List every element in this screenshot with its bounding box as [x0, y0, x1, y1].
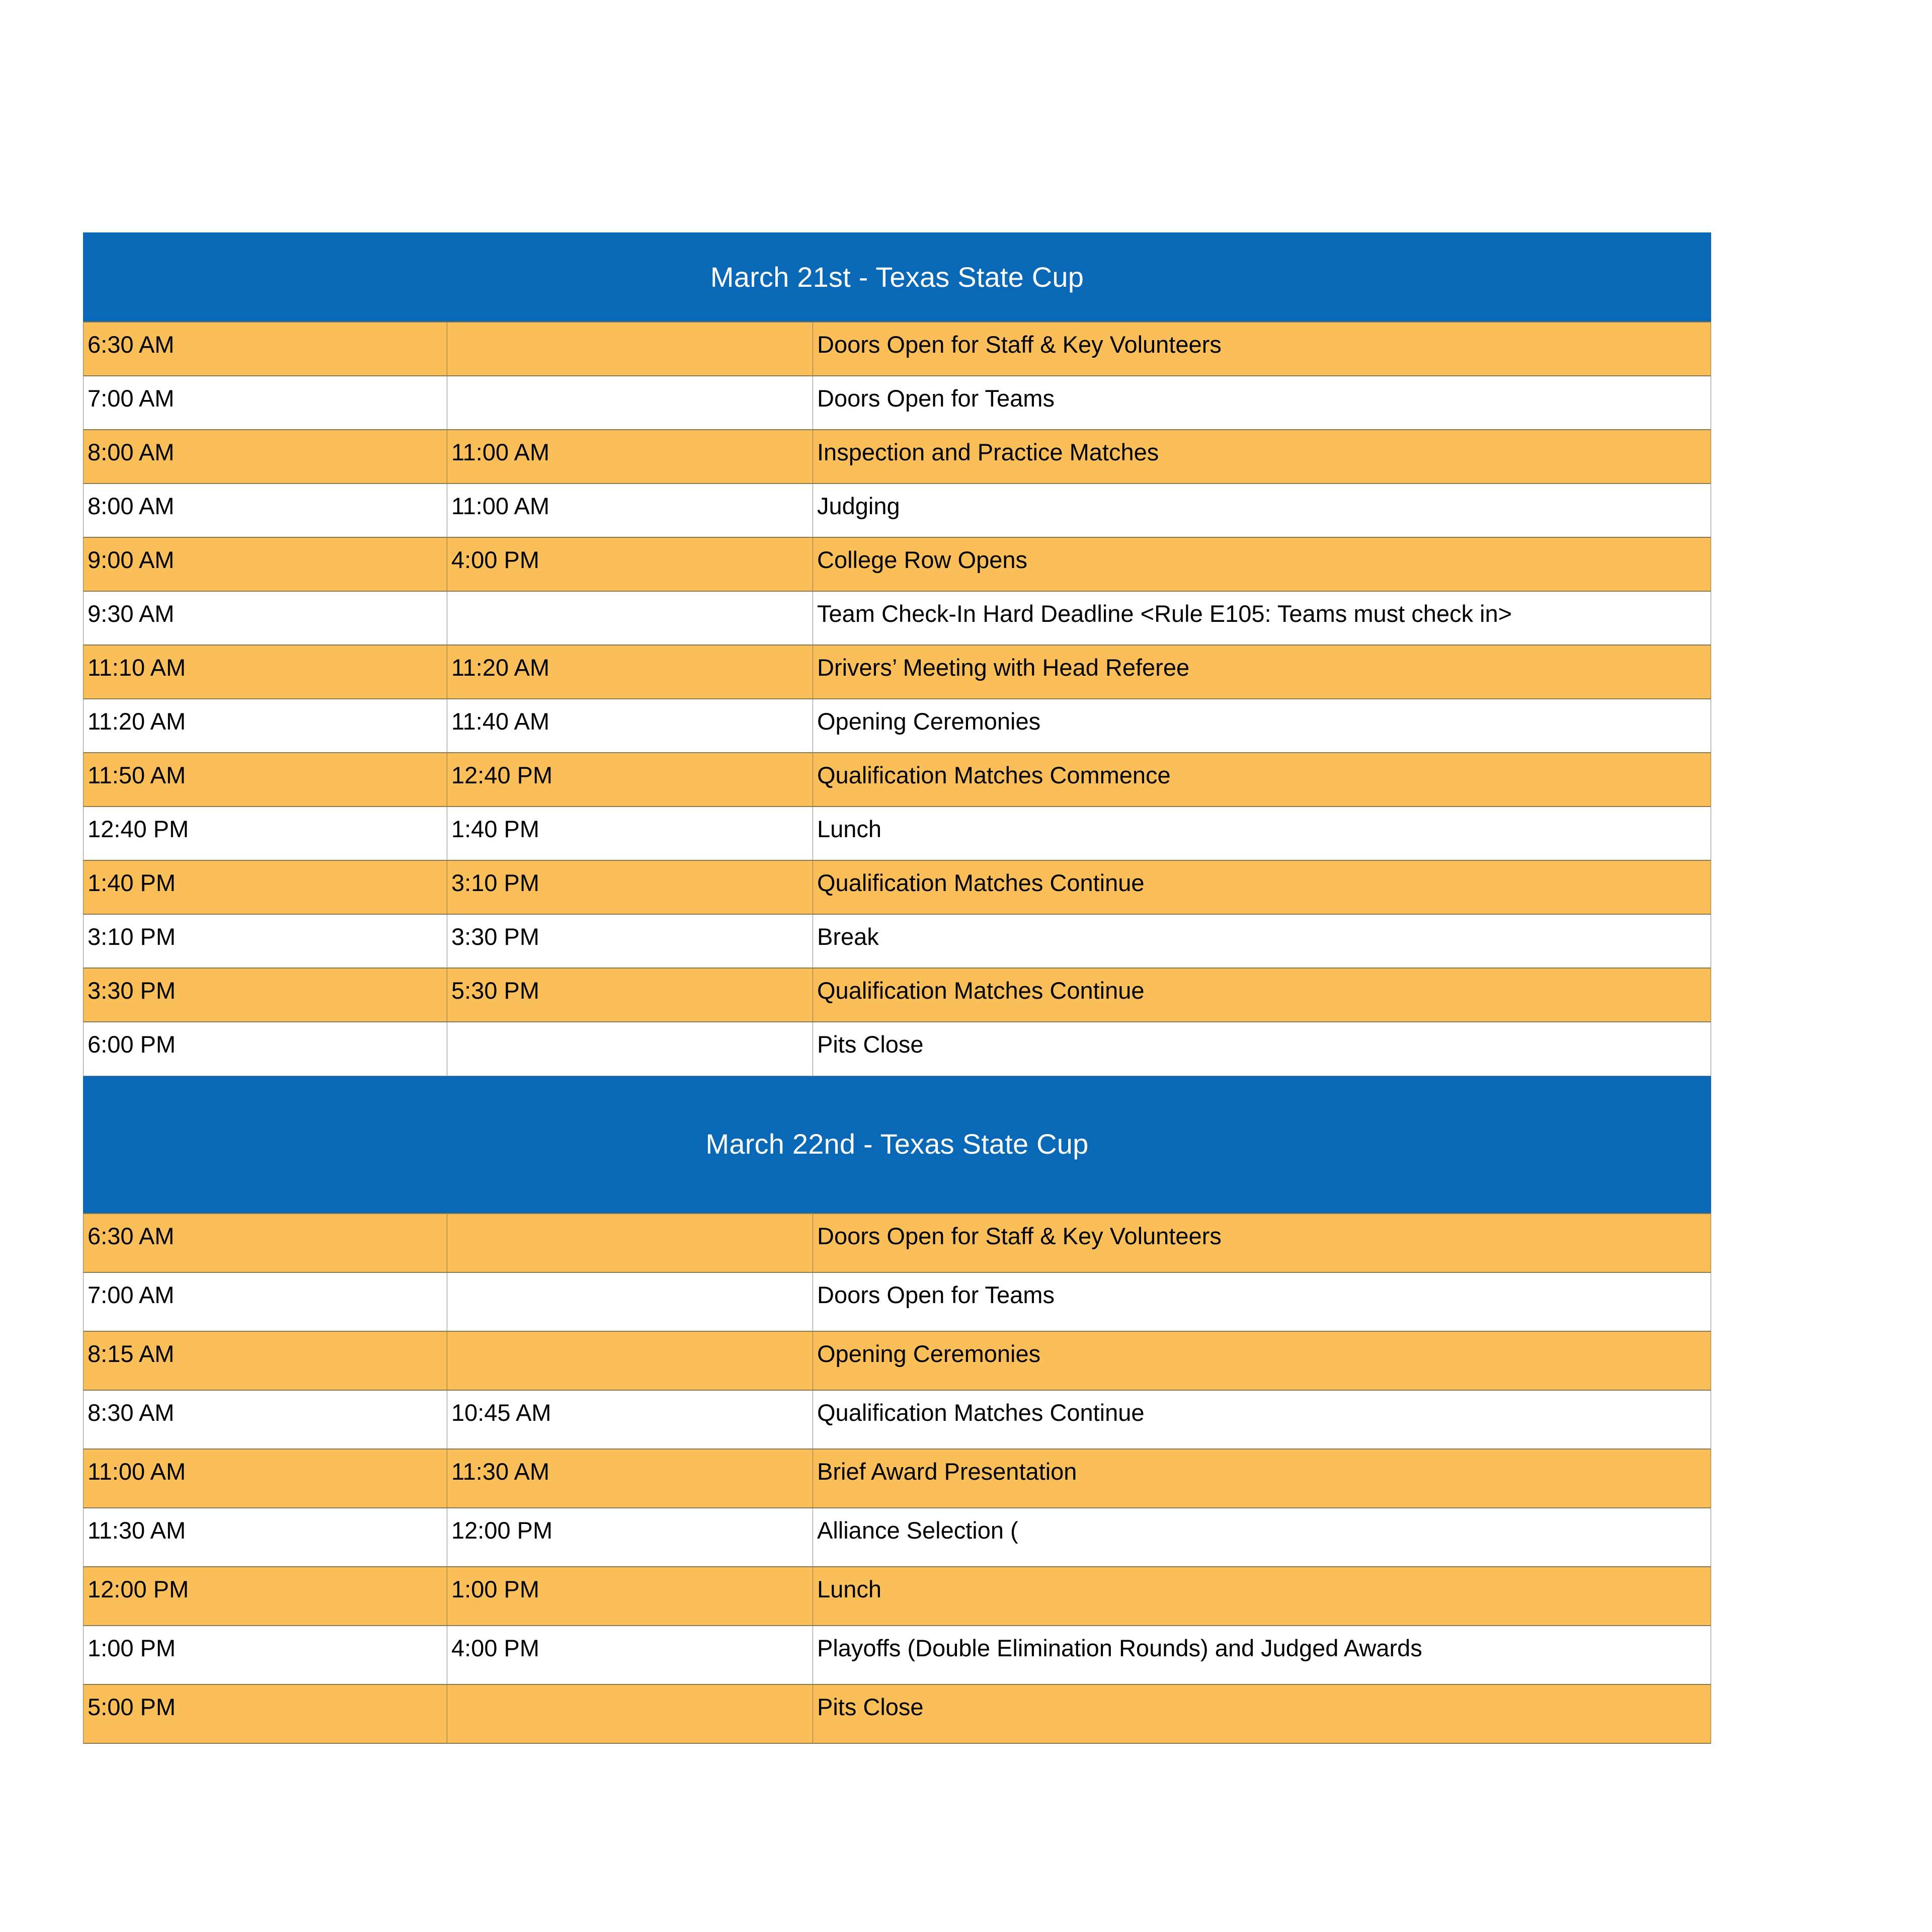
- start-time-cell: 6:00 PM: [84, 1022, 447, 1076]
- schedule-row: [84, 484, 1711, 537]
- end-time-cell: 10:45 AM: [447, 1390, 813, 1449]
- start-time-cell: 3:30 PM: [84, 968, 447, 1022]
- start-time-cell: 11:50 AM: [84, 753, 447, 807]
- start-time-cell: 8:00 AM: [84, 484, 447, 537]
- schedule-row: [84, 591, 1711, 645]
- start-time-cell: 11:00 AM: [84, 1449, 447, 1508]
- end-time-cell: 3:10 PM: [447, 860, 813, 914]
- schedule-container: [83, 232, 1711, 1744]
- end-time-cell: 5:30 PM: [447, 968, 813, 1022]
- schedule-row: [84, 1390, 1711, 1449]
- day-banner-title: March 21st - Texas State Cup: [84, 233, 1711, 323]
- start-time-cell: 6:30 AM: [84, 1214, 447, 1272]
- activity-description-cell: Alliance Selection (: [813, 1508, 1711, 1567]
- schedule-row: [84, 1449, 1711, 1508]
- start-time-cell: 9:30 AM: [84, 591, 447, 645]
- activity-description-cell: Judging: [813, 484, 1711, 537]
- end-time-cell: [447, 1331, 813, 1390]
- activity-description-cell: Lunch: [813, 807, 1711, 860]
- day-banner-row: [84, 233, 1711, 323]
- activity-description-cell: Doors Open for Staff & Key Volunteers: [813, 322, 1711, 376]
- activity-description-cell: Inspection and Practice Matches: [813, 430, 1711, 484]
- schedule-row: [84, 968, 1711, 1022]
- start-time-cell: 11:30 AM: [84, 1508, 447, 1567]
- schedule-row: [84, 537, 1711, 591]
- end-time-cell: [447, 376, 813, 430]
- activity-description-cell: Brief Award Presentation: [813, 1449, 1711, 1508]
- activity-description-cell: Opening Ceremonies: [813, 699, 1711, 753]
- start-time-cell: 8:00 AM: [84, 430, 447, 484]
- end-time-cell: 3:30 PM: [447, 914, 813, 968]
- end-time-cell: 11:30 AM: [447, 1449, 813, 1508]
- schedule-row: [84, 645, 1711, 699]
- activity-description-cell: Pits Close: [813, 1022, 1711, 1076]
- schedule-row: [84, 1022, 1711, 1076]
- end-time-cell: [447, 322, 813, 376]
- start-time-cell: 9:00 AM: [84, 537, 447, 591]
- end-time-cell: 11:20 AM: [447, 645, 813, 699]
- end-time-cell: [447, 591, 813, 645]
- schedule-row: [84, 1214, 1711, 1272]
- activity-description-cell: Doors Open for Teams: [813, 376, 1711, 430]
- activity-description-cell: Opening Ceremonies: [813, 1331, 1711, 1390]
- start-time-cell: 12:40 PM: [84, 807, 447, 860]
- activity-description-cell: Qualification Matches Continue: [813, 1390, 1711, 1449]
- schedule-row: [84, 860, 1711, 914]
- end-time-cell: 12:40 PM: [447, 753, 813, 807]
- activity-description-cell: Team Check-In Hard Deadline <Rule E105: Teams must check in>: [813, 591, 1711, 645]
- schedule-row: [84, 1508, 1711, 1567]
- end-time-cell: [447, 1022, 813, 1076]
- start-time-cell: 12:00 PM: [84, 1567, 447, 1626]
- start-time-cell: 3:10 PM: [84, 914, 447, 968]
- schedule-row: [84, 322, 1711, 376]
- day-banner-row: [84, 1076, 1711, 1214]
- end-time-cell: 12:00 PM: [447, 1508, 813, 1567]
- activity-description-cell: Qualification Matches Continue: [813, 968, 1711, 1022]
- activity-description-cell: Playoffs (Double Elimination Rounds) and Judged Awards: [813, 1626, 1711, 1684]
- schedule-row: [84, 430, 1711, 484]
- start-time-cell: 1:40 PM: [84, 860, 447, 914]
- end-time-cell: [447, 1272, 813, 1331]
- start-time-cell: 5:00 PM: [84, 1684, 447, 1743]
- activity-description-cell: College Row Opens: [813, 537, 1711, 591]
- end-time-cell: 1:00 PM: [447, 1567, 813, 1626]
- schedule-row: [84, 376, 1711, 430]
- activity-description-cell: Doors Open for Staff & Key Volunteers: [813, 1214, 1711, 1272]
- activity-description-cell: Lunch: [813, 1567, 1711, 1626]
- start-time-cell: 11:20 AM: [84, 699, 447, 753]
- end-time-cell: [447, 1684, 813, 1743]
- end-time-cell: 4:00 PM: [447, 537, 813, 591]
- end-time-cell: 4:00 PM: [447, 1626, 813, 1684]
- activity-description-cell: Pits Close: [813, 1684, 1711, 1743]
- start-time-cell: 1:00 PM: [84, 1626, 447, 1684]
- start-time-cell: 7:00 AM: [84, 1272, 447, 1331]
- activity-description-cell: Qualification Matches Continue: [813, 860, 1711, 914]
- end-time-cell: 11:00 AM: [447, 430, 813, 484]
- schedule-row: [84, 914, 1711, 968]
- activity-description-cell: Doors Open for Teams: [813, 1272, 1711, 1331]
- start-time-cell: 8:15 AM: [84, 1331, 447, 1390]
- end-time-cell: [447, 1214, 813, 1272]
- schedule-row: [84, 753, 1711, 807]
- start-time-cell: 7:00 AM: [84, 376, 447, 430]
- event-schedule-table: [83, 232, 1711, 1744]
- start-time-cell: 11:10 AM: [84, 645, 447, 699]
- start-time-cell: 6:30 AM: [84, 322, 447, 376]
- activity-description-cell: Qualification Matches Commence: [813, 753, 1711, 807]
- schedule-row: [84, 807, 1711, 860]
- schedule-row: [84, 1684, 1711, 1743]
- schedule-row: [84, 1567, 1711, 1626]
- end-time-cell: 11:40 AM: [447, 699, 813, 753]
- activity-description-cell: Break: [813, 914, 1711, 968]
- day-banner-title: March 22nd - Texas State Cup: [84, 1076, 1711, 1214]
- end-time-cell: 1:40 PM: [447, 807, 813, 860]
- schedule-row: [84, 1626, 1711, 1684]
- schedule-row: [84, 699, 1711, 753]
- schedule-row: [84, 1272, 1711, 1331]
- activity-description-cell: Drivers’ Meeting with Head Referee: [813, 645, 1711, 699]
- schedule-row: [84, 1331, 1711, 1390]
- start-time-cell: 8:30 AM: [84, 1390, 447, 1449]
- end-time-cell: 11:00 AM: [447, 484, 813, 537]
